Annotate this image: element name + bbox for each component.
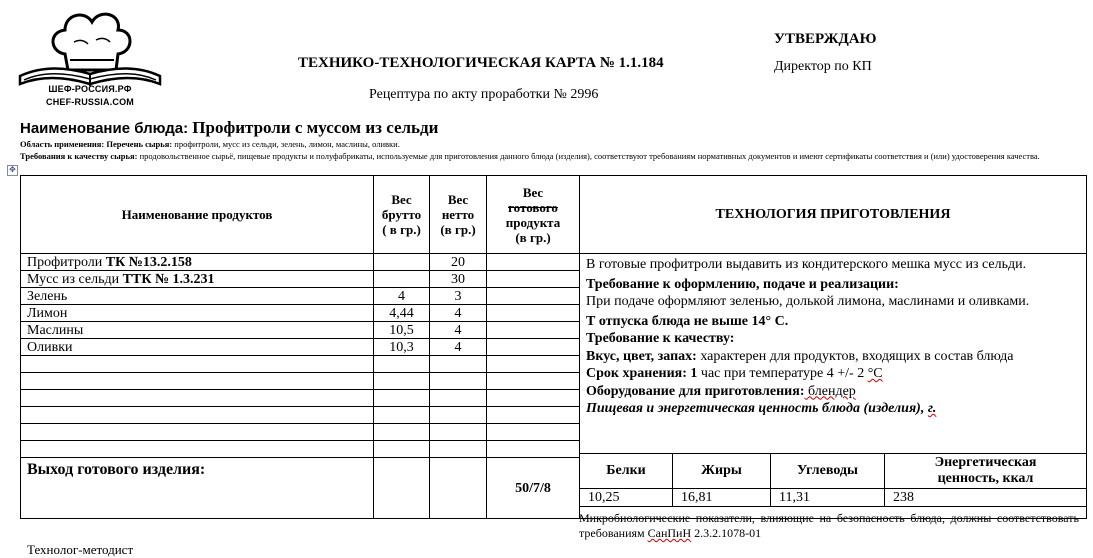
approve-label: УТВЕРЖДАЮ xyxy=(774,31,877,47)
nutrition-header-energy: Энергетическая ценность, ккал xyxy=(885,454,1087,489)
product-brutto: 10,3 xyxy=(374,339,430,356)
requirements-label: Требования к качеству сырья: xyxy=(20,151,138,161)
dish-name-line xyxy=(20,118,438,138)
serving-temperature: Т отпуска блюда не выше 14° С. xyxy=(586,313,789,329)
nutrition-table xyxy=(579,453,1087,507)
equipment-line: Оборудование для приготовления: блендер xyxy=(586,383,856,399)
scope-label: Область применения: xyxy=(20,139,105,149)
nutrition-header-fat: Жиры xyxy=(673,454,771,489)
scope-list-label: Перечень сырья: xyxy=(106,139,173,149)
logo-text-en: CHEF-RUSSIA.COM xyxy=(46,97,134,107)
header-netto: Вес нетто (в гр.) xyxy=(430,176,487,254)
microbiology-note: Микробиологические показатели, влияющие на безопасность блюда, должны соответствовать требованиям СанПиН 2.3.2.1078-01 xyxy=(579,511,1079,540)
product-name: Профитроли ТК №13.2.158 xyxy=(21,254,374,271)
table-row xyxy=(21,254,1087,271)
storage-line: Срок хранения: 1 час при температуре 4 +/- 2 °С xyxy=(586,366,883,381)
product-brutto: 4,44 xyxy=(374,305,430,322)
nutrition-header-carb: Углеводы xyxy=(771,454,885,489)
product-ready xyxy=(487,271,580,288)
quality-heading: Требование к качеству: xyxy=(586,331,735,346)
product-brutto: 4 xyxy=(374,288,430,305)
nutrition-fat: 16,81 xyxy=(673,489,771,507)
table-move-handle-icon[interactable]: ✥ xyxy=(7,165,18,176)
requirements-line xyxy=(20,151,1070,161)
requirements-text: продовольственное сырьё, пищевые продукты и полуфабрикаты, используемые для приготовления данного блюда (изделия), соответствуют требованиям нормативных документов и имеют сертификаты соответствия и (или) удостоверения качества. xyxy=(139,151,1040,161)
product-name: Маслины xyxy=(21,322,374,339)
product-netto: 3 xyxy=(430,288,487,305)
header-product-name: Наименование продуктов xyxy=(21,176,374,254)
header-brutto: Вес брутто ( в гр.) xyxy=(374,176,430,254)
technology-description xyxy=(580,254,1087,458)
nutrition-carb: 11,31 xyxy=(771,489,885,507)
product-name: Зелень xyxy=(21,288,374,305)
table-header-row xyxy=(21,176,1087,254)
product-netto: 4 xyxy=(430,305,487,322)
dish-label: Наименование блюда: xyxy=(20,120,189,137)
page-subtitle: Рецептура по акту проработки № 2996 xyxy=(369,87,599,102)
taste-line: Вкус, цвет, запах: характерен для продуктов, входящих в состав блюда xyxy=(586,348,1014,364)
output-label: Выход готового изделия: xyxy=(21,458,374,519)
logo-text-ru: ШЕФ-РОССИЯ.РФ xyxy=(48,84,132,94)
product-brutto xyxy=(374,271,430,288)
product-ready xyxy=(487,339,580,356)
output-value: 50/7/8 xyxy=(487,458,580,519)
header-technology: ТЕХНОЛОГИЯ ПРИГОТОВЛЕНИЯ xyxy=(580,176,1087,254)
director-label: Директор по КП xyxy=(774,59,872,74)
product-brutto xyxy=(374,254,430,271)
serving-text: При подаче оформляют зеленью, долькой лимона, маслинами и оливками. xyxy=(586,294,1030,309)
output-brutto xyxy=(374,458,430,519)
product-netto: 4 xyxy=(430,339,487,356)
product-netto: 4 xyxy=(430,322,487,339)
nutrition-title: Пищевая и энергетическая ценность блюда (изделия), г. xyxy=(586,401,937,416)
nutrition-energy: 238 xyxy=(885,489,1087,507)
product-name: Мусс из сельди ТТК № 1.3.231 xyxy=(21,271,374,288)
scope-line xyxy=(20,139,1070,149)
product-netto: 20 xyxy=(430,254,487,271)
dish-name: Профитроли с муссом из сельди xyxy=(192,118,439,137)
product-brutto: 10,5 xyxy=(374,322,430,339)
header-ready: Вес готового продукта (в гр.) xyxy=(487,176,580,254)
tech-step: В готовые профитроли выдавить из кондитерского мешка мусс из сельди. xyxy=(586,257,1027,272)
product-name: Оливки xyxy=(21,339,374,356)
product-netto: 30 xyxy=(430,271,487,288)
product-name: Лимон xyxy=(21,305,374,322)
product-ready xyxy=(487,322,580,339)
nutrition-protein: 10,25 xyxy=(580,489,673,507)
scope-text: профитроли, мусс из сельди, зелень, лимон, маслины, оливки. xyxy=(174,139,400,149)
output-netto xyxy=(430,458,487,519)
page-title: ТЕХНИКО-ТЕХНОЛОГИЧЕСКАЯ КАРТА № 1.1.184 xyxy=(298,55,664,71)
product-ready xyxy=(487,288,580,305)
serving-heading: Требование к оформлению, подаче и реализации: xyxy=(586,276,899,292)
technologist-label: Технолог-методист xyxy=(27,542,134,557)
product-ready xyxy=(487,254,580,271)
nutrition-header-protein: Белки xyxy=(580,454,673,489)
product-ready xyxy=(487,305,580,322)
